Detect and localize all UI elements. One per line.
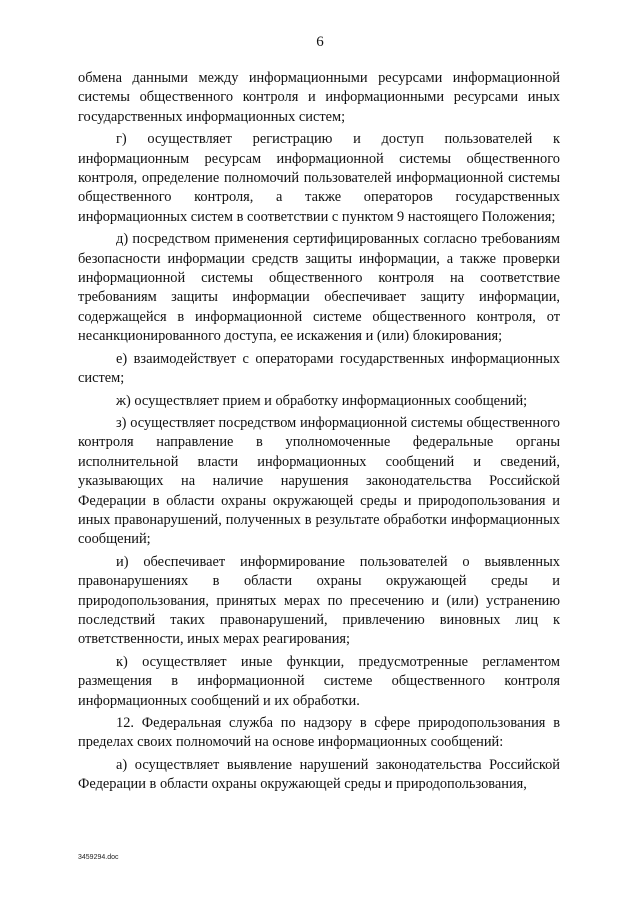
paragraph-item-d: д) посредством применения сертифицированных согласно требованиям безопасности информации средств защиты информации, а также проверки информационной системы общественного контроля на соответствие требованиям защиты информации обеспечивает защиту информации, содержащейся в информационной системе общественного контроля, от несанкционированного доступа, ее искажения и (или) блокирования; xyxy=(78,231,560,345)
paragraph-item-a: а) осуществляет выявление нарушений законодательства Российской Федерации в области охраны окружающей среды и природопользования, xyxy=(78,756,560,793)
paragraph-continuation: обмена данными между информационными ресурсами информационной системы общественного контроля и информационными ресурсами иных государственных информационных систем; xyxy=(78,70,560,125)
document-body xyxy=(78,69,560,798)
paragraph-item-z: з) осуществляет посредством информационной системы общественного контроля направление в уполномоченные федеральные органы исполнительной власти информационных сообщений и сведений, указывающих на наличие нарушения законодательства Российской Федерации в области охраны окружающей среды и природопользования и иных правонарушений, полученных в результате обработки информационных сообщений; xyxy=(78,414,560,548)
paragraph-item-k: к) осуществляет иные функции, предусмотренные регламентом размещения в информационной системе общественного контроля информационных сообщений и их обработки. xyxy=(78,653,560,709)
page-number: 6 xyxy=(316,34,324,50)
paragraph-item-zh: ж) осуществляет прием и обработку информационных сообщений; xyxy=(116,392,528,409)
paragraph-item-e: е) взаимодействует с операторами государственных информационных систем; xyxy=(78,350,560,387)
paragraph-item-i: и) обеспечивает информирование пользователей о выявленных правонарушениях в области охраны окружающей среды и природопользования, принятых мерах по пресечению и (или) устранению последствий таких правонарушений, привлечению виновных лиц к ответственности, иных мерах реагирования; xyxy=(78,553,560,648)
paragraph-section-12: 12. Федеральная служба по надзору в сфере природопользования в пределах своих полномочий на основе информационных сообщений: xyxy=(78,715,560,751)
footer-filename: 3459294.doc xyxy=(78,854,119,861)
paragraph-item-g: г) осуществляет регистрацию и доступ пользователей к информационным ресурсам информационной системы общественного контроля, определение полномочий пользователей информационной системы общественного контроля, а также операторов государственных информационных систем в соответствии с пунктом 9 настоящего Положения; xyxy=(78,131,560,225)
